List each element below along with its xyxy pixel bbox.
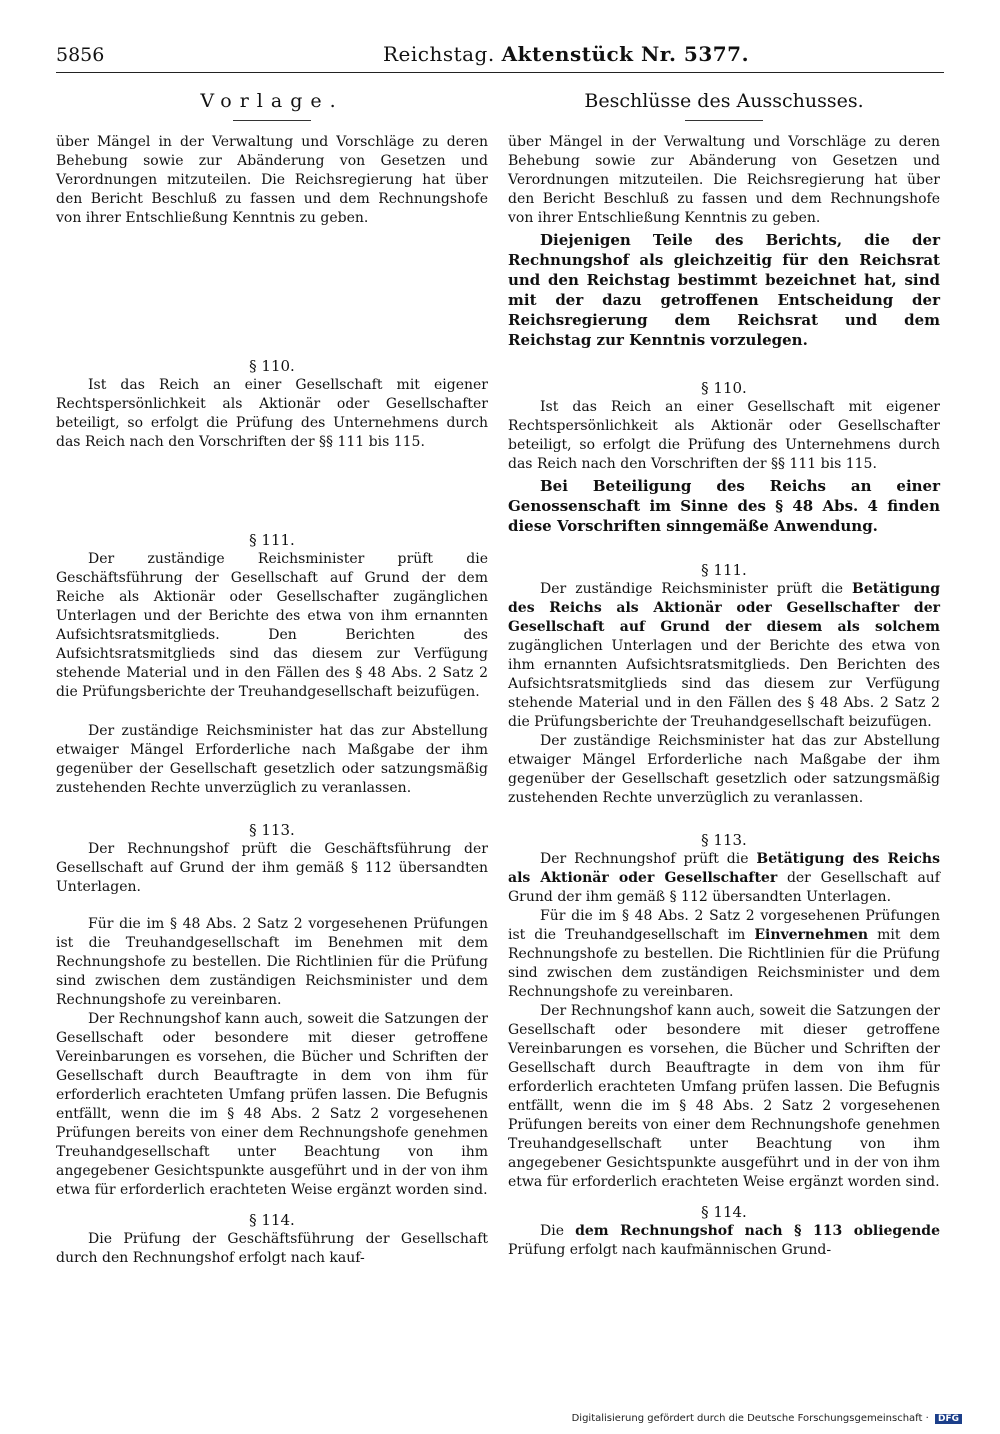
right-section-113-amendment-1: Betätigung des Reichs als Aktionär oder Gesellschafter [508, 851, 940, 886]
right-section-113-paragraph-1 [508, 850, 940, 907]
left-section-111-paragraph-2: Der zuständige Reichsminister hat das zur Abstellung etwaiger Mängel Erforderliche nach Maßgabe der ihm gegenüber der Gesellschaft gesetzlich oder satzungsmäßig zustehenden Rechte unverzüglich zu veranlassen. [56, 723, 488, 796]
right-section-114-amendment: dem Rechnungshof nach § 113 obliegende [575, 1223, 940, 1239]
right-section-110-amendment: Bei Beteiligung des Reichs an einer Genossenschaft im Sinne des § 48 Abs. 4 finden diese Vorschriften sinngemäße Anwendung. [508, 477, 940, 535]
left-intro-paragraph: über Mängel in der Verwaltung und Vorschläge zu deren Behebung sowie zur Abänderung von Gesetzen und Verordnungen mitzuteilen. Die Reichsregierung hat über den Bericht Beschluß zu fassen und dem Rechnungshofe von ihrer Entschließung Kenntnis zu geben. [56, 134, 488, 226]
running-title-main: Aktenstück Nr. 5377. [501, 42, 750, 66]
right-section-111-amendment: Betätigung des Reichs als Aktionär oder Gesellschafter der Gesellschaft auf Grund der diesem als solchem [508, 581, 940, 635]
running-title [366, 42, 766, 66]
left-section-113-paragraph-2: Für die im § 48 Abs. 2 Satz 2 vorgesehenen Prüfungen ist die Treuhandgesellschaft im Benehmen mit dem Rechnungshofe zu bestellen. Die Richtlinien für die Prüfung sind zwischen dem zuständigen Reichsminister und dem Rechnungshofe zu vereinbaren. [56, 916, 488, 1008]
right-section-111-paragraph-1 [508, 580, 940, 732]
right-section-113-p2-text-a: Für die im § 48 Abs. 2 Satz 2 vorgesehenen Prüfungen ist die Treuhandgesellschaft im [508, 908, 940, 943]
left-heading-rule [233, 120, 311, 121]
left-section-110-number: § 110. [249, 357, 295, 375]
right-heading-rule [685, 120, 763, 121]
left-section-113-paragraph-3: Der Rechnungshof kann auch, soweit die Satzungen der Gesellschaft oder besondere mit dieser getroffene Vereinbarungen es vorsehen, die Bücher und Schriften der Gesellschaft durch Beauftragte in dem von ihm für erforderlich erachteten Umfang prüfen lassen. Die Befugnis entfällt, wenn die im § 48 Abs. 2 Satz 2 vorgesehenen Prüfungen bereits von einer dem Rechnungshofe genehmen Treuhandgesellschaft unter Beachtung von ihm angegebener Gesichtspunkte ausgeführt und in der von ihm etwa für erforderlich erachteten Weise ergänzt worden sind. [56, 1011, 488, 1198]
left-section-111-number: § 111. [249, 531, 295, 549]
page-header [56, 40, 944, 73]
left-section-110-paragraph: Ist das Reich an einer Gesellschaft mit eigener Rechtspersönlichkeit als Aktionär oder Gesellschafter beteiligt, so erfolgt die Prüfung des Unternehmens durch das Reich nach den Vorschriften der §§ 111 bis 115. [56, 377, 488, 450]
right-intro-paragraph: über Mängel in der Verwaltung und Vorschläge zu deren Behebung sowie zur Abänderung von Gesetzen und Verordnungen mitzuteilen. Die Reichsregierung hat über den Bericht Beschluß zu fassen und dem Rechnungshofe von ihrer Entschließung Kenntnis zu geben. [508, 134, 940, 226]
right-column-beschluesse [508, 88, 940, 1260]
left-column-heading: Vorlage. [200, 90, 344, 112]
left-section-113-number: § 113. [249, 821, 295, 839]
right-section-114-number: § 114. [701, 1203, 747, 1221]
right-section-113-amendment-2: Einvernehmen [754, 927, 869, 943]
right-section-113-number: § 113. [701, 831, 747, 849]
right-section-111-text-c: zugänglichen Unterlagen und der Berichte des etwa von ihm ernannten Aufsichtsratsmitglieds. Den Berichten des Aufsichtsratsmitglieds sind das diesem zur Verfügung stehende Material und in den Fällen des § 48 Abs. 2 Satz 2 die Prüfungsberichte der Treuhandgesellschaft beizufügen. [508, 638, 940, 730]
right-section-111-paragraph-2: Der zuständige Reichsminister hat das zur Abstellung etwaiger Mängel Erforderliche nach Maßgabe der ihm gegenüber der Gesellschaft gesetzlich oder satzungsmäßig zustehenden Rechte unverzüglich zu veranlassen. [508, 733, 940, 806]
page-number: 5856 [56, 44, 105, 66]
right-section-113-text-a: Der Rechnungshof prüft die [540, 851, 757, 867]
right-section-113-paragraph-3: Der Rechnungshof kann auch, soweit die Satzungen der Gesellschaft oder besondere mit dieser getroffene Vereinbarungen es vorsehen, die Bücher und Schriften der Gesellschaft durch Beauftragte in dem von ihm für erforderlich erachteten Umfang prüfen lassen. Die Befugnis entfällt, wenn die im § 48 Abs. 2 Satz 2 vorgesehenen Prüfungen bereits von einer dem Rechnungshofe genehmen Treuhandgesellschaft unter Beachtung von ihm angegebener Gesichtspunkte ausgeführt und in der von ihm etwa für erforderlich erachteten Weise ergänzt worden sind. [508, 1003, 940, 1190]
running-title-prefix: Reichstag. [382, 42, 495, 66]
right-section-113-paragraph-2 [508, 907, 940, 1002]
footer-credit-text: Digitalisierung gefördert durch die Deutsche Forschungsgemeinschaft · [571, 1413, 929, 1424]
right-section-110-number: § 110. [701, 379, 747, 397]
dfg-logo: DFG [935, 1414, 962, 1424]
digitization-footer [572, 1413, 962, 1424]
left-section-113-paragraph-1: Der Rechnungshof prüft die Geschäftsführung der Gesellschaft auf Grund der ihm gemäß § 112 übersandten Unterlagen. [56, 841, 488, 895]
right-section-114-text-a: Die [540, 1223, 576, 1239]
right-section-111-number: § 111. [701, 561, 747, 579]
right-section-110-paragraph: Ist das Reich an einer Gesellschaft mit eigener Rechtspersönlichkeit als Aktionär oder Gesellschafter beteiligt, so erfolgt die Prüfung des Unternehmens durch das Reich nach den Vorschriften der §§ 111 bis 115. [508, 399, 940, 472]
right-section-113-p2-text-c: mit dem Rechnungshofe zu bestellen. Die Richtlinien für die Prüfung sind zwischen dem zuständigen Reichsminister und dem Rechnungshofe zu vereinbaren. [508, 927, 940, 1000]
left-column-vorlage [56, 88, 488, 1268]
right-section-114-paragraph [508, 1222, 940, 1260]
left-section-114-paragraph: Die Prüfung der Geschäftsführung der Gesellschaft durch den Rechnungshof erfolgt nach kauf- [56, 1231, 488, 1266]
right-section-113-text-c: der Gesellschaft auf Grund der ihm gemäß § 112 übersandten Unterlagen. [508, 870, 940, 905]
left-section-111-paragraph-1: Der zuständige Reichsminister prüft die Geschäftsführung der Gesellschaft auf Grund der dem Reiche als Aktionär oder Gesellschafter zugänglichen Unterlagen und der Berichte des etwa von ihm ernannten Aufsichtsratsmitglieds. Den Berichten des Aufsichtsratsmitglieds sind das diesem zur Verfügung stehende Material und in den Fällen des § 48 Abs. 2 Satz 2 die Prüfungsberichte der Treuhandgesellschaft beizufügen. [56, 551, 488, 700]
right-column-heading: Beschlüsse des Ausschusses. [584, 90, 864, 112]
right-section-114-text-c: Prüfung erfolgt nach kaufmännischen Grund- [508, 1242, 832, 1258]
right-intro-amendment: Diejenigen Teile des Berichts, die der Rechnungshof als gleichzeitig für den Reichsrat und den Reichstag bestimmt bezeichnet hat, sind mit der dazu getroffenen Entscheidung der Reichsregierung dem Reichsrat und dem Reichstag zur Kenntnis vorzulegen. [508, 231, 940, 349]
left-section-114-number: § 114. [249, 1211, 295, 1229]
right-section-111-text-a: Der zuständige Reichsminister prüft die [540, 581, 852, 597]
